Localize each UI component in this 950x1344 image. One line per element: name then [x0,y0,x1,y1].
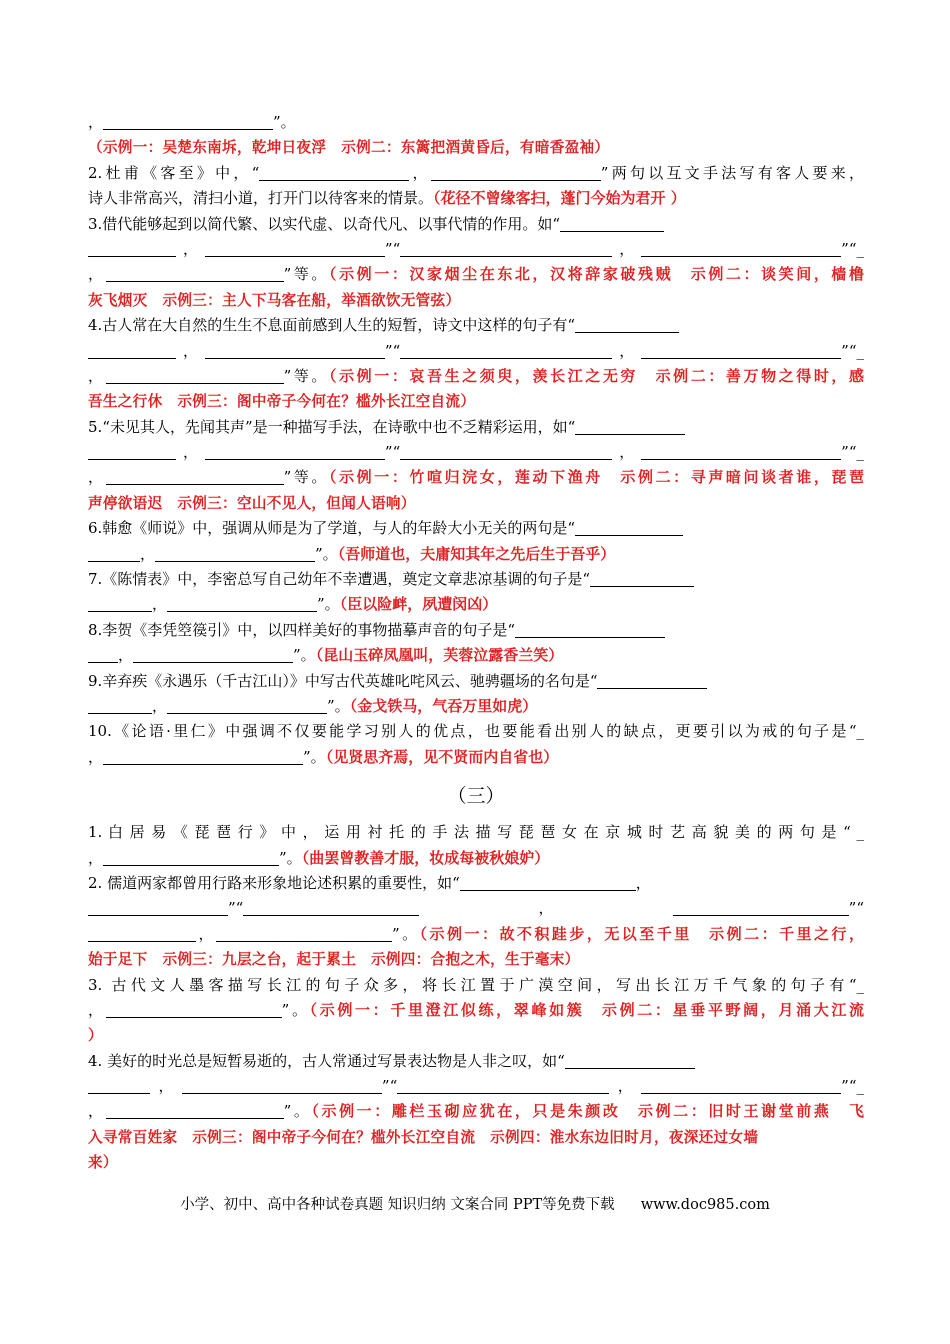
question-text: 7.《陈情表》中，李密总写自己幼年不幸遭遇，奠定文章悲凉基调的句子是“ [88,570,590,589]
question-text: 8.李贺《李凭箜篌引》中，以四样美好的事物描摹声音的句子是“ [88,620,515,639]
answer-text: 入寻常百姓家 示例三：阁中帝子今何在？槛外长江空自流 示例四：淮水东边旧时月，夜深还过女墙 [88,1128,759,1146]
question-text: ”。 [293,646,316,665]
question-text: 3. 古代文人墨客描写长江的句子众多，将长江置于广漠空间，写出长江万千气象的句子有“_ [88,975,864,994]
question-text: ， [152,595,168,614]
answer-text: （昆山玉碎凤凰叫，芙蓉泣露香兰笑） [315,646,564,665]
question-text: ”“ [228,899,244,918]
answer-blank[interactable] [205,239,385,257]
answer-blank[interactable] [565,1051,695,1069]
question-text: ， [88,1102,106,1121]
question-line [88,339,864,364]
footer-text: 小学、初中、高中各种试卷真题 知识归纳 文案合同 PPT等免费下载 [180,1197,615,1213]
answer-blank[interactable] [216,924,392,942]
question-text: ， [612,443,642,462]
answer-text: （示例一：吴楚东南坼，乾坤日夜浮 示例二：东篱把酒黄昏后，有暗香盈袖） [88,139,610,157]
question-text: ， [635,873,651,892]
answer-text: （见贤思齐焉，见不贤而内自省也） [325,747,559,766]
answer-line [88,389,864,414]
answer-text: 声停欲语迟 示例三：空山不见人，但闻人语响） [88,494,416,512]
question-text: ”等。 [283,468,330,487]
answer-blank[interactable] [515,620,665,638]
question-text: ”。 [315,544,338,563]
document-body [88,110,864,1176]
question-text: ”“_ [841,341,864,360]
answer-blank[interactable] [88,544,140,562]
question-text: ”“_ [841,443,864,462]
answer-blank[interactable] [88,341,176,359]
question-text: ， [176,443,205,462]
question-line [88,973,864,998]
answer-text: 灰飞烟灭 示例三：主人下马客在船，举酒欲饮无管弦） [88,291,461,309]
answer-text: （示例一：雕栏玉砌应犹在，只是朱颜改 示例二：旧时王谢堂前燕 飞 [311,1102,864,1121]
question-line [88,313,864,338]
answer-blank[interactable] [400,442,612,460]
answer-blank[interactable] [88,594,152,612]
question-text: ”“_ [841,239,864,258]
question-text: 诗人非常高兴，清扫小道，打开门以待客来的情景。 [88,189,434,208]
question-text: ， [609,1077,642,1096]
answer-blank[interactable] [88,898,228,916]
question-text: 2.杜甫《客至》中，“ [88,163,260,182]
question-text: ”。 [391,924,420,943]
question-line [88,745,864,770]
question-line [88,516,864,541]
answer-blank[interactable] [400,239,612,257]
question-text: ， [88,1000,106,1019]
answer-line [88,1150,864,1175]
footer-url: www.doc985.com [640,1197,770,1213]
question-line [88,694,864,719]
answer-blank[interactable] [106,264,284,282]
question-line [88,542,864,567]
question-line [88,440,864,465]
answer-blank[interactable] [575,315,679,333]
question-text: 10.《论语·里仁》中强调不仅要能学习别人的优点，也要能看出别人的缺点，更要引以为戒的句子是“_ [88,722,864,741]
answer-blank[interactable] [243,898,419,916]
answer-line [88,947,864,972]
answer-text: （吾师道也，夫庸知其年之先后生于吾乎） [337,544,616,563]
answer-line [88,491,864,516]
question-line [88,871,864,896]
answer-text: （示例一：哀吾生之须臾，羡长江之无穷 示例二：善万物之得时，感 [329,366,864,385]
question-line [88,415,864,440]
question-text: 4. 美好的时光总是短暂易逝的，古人常通过写景表达物是人非之叹，如“ [88,1051,565,1070]
question-text: ”“_ [841,1077,864,1096]
answer-blank[interactable] [106,366,284,384]
question-line [88,364,864,389]
question-text: ”。 [327,696,350,715]
question-text: ， [612,239,642,258]
question-text: ， [140,544,156,563]
answer-text: （金戈铁马，气吞万里如虎） [349,696,538,715]
question-text: ”。 [281,1000,310,1019]
question-text: 3.借代能够起到以简代繁、以实代虚、以奇代凡、以事代情的作用。如“ [88,214,560,233]
answer-text: （示例一：故不积跬步，无以至千里 示例二：千里之行， [419,924,864,943]
answer-text: 来） [88,1154,118,1172]
answer-blank[interactable] [597,671,707,689]
answer-text: 吾生之行休 示例三：阁中帝子今何在？槛外长江空自流） [88,393,476,411]
answer-blank[interactable] [88,239,176,257]
answer-text: 始于足下 示例三：九层之台，起于累土 示例四：合抱之木，生于毫末） [88,951,580,969]
question-text: 6.韩愈《师说》中，强调从师是为了学道，与人的年龄大小无关的两句是“ [88,519,575,538]
question-text: ， [118,646,134,665]
question-line [88,669,864,694]
answer-blank[interactable] [106,467,284,485]
answer-blank[interactable] [103,112,273,130]
answer-blank[interactable] [400,341,612,359]
question-line [88,846,864,871]
answer-text: （示例一：竹喧归浣女，莲动下渔舟 示例二：寻声暗问谈者谁，琵琶 [329,468,864,487]
answer-text: （臣以险衅，夙遭闵凶） [339,595,498,614]
answer-text: （曲罢曾教善才服，妆成每被秋娘妒） [301,848,550,867]
question-line [88,1049,864,1074]
answer-text: ） [88,1027,103,1045]
question-text: ”。 [273,113,296,131]
question-line [88,896,864,921]
answer-blank[interactable] [182,1076,382,1094]
question-text: ， [176,341,205,360]
answer-blank[interactable] [560,214,664,232]
question-text: ”“ [384,443,401,462]
answer-blank[interactable] [133,645,293,663]
question-line [88,618,864,643]
question-line [88,567,864,592]
page-footer [0,1193,950,1214]
question-text: ， [88,113,104,131]
question-line [88,719,864,744]
question-line [88,262,864,287]
answer-text: （示例一：千里澄江似练，翠峰如簇 示例二：星垂平野阔，月涌大江流 [309,1000,864,1019]
answer-blank[interactable] [205,341,385,359]
answer-blank[interactable] [641,1076,841,1094]
answer-blank[interactable] [259,163,409,181]
answer-text: （花径不曾缘客扫，蓬门今始为君开 ） [433,189,686,208]
question-text: ， [152,696,168,715]
question-text: ”。 [283,1102,312,1121]
question-line [88,186,864,211]
answer-blank[interactable] [88,1076,150,1094]
answer-blank[interactable] [205,442,385,460]
answer-blank[interactable] [88,924,196,942]
question-line [88,212,864,237]
question-text: ”“ [384,239,401,258]
answer-line [88,1023,864,1048]
question-text: 5.“未见其人，先闻其声”是一种描写手法，在诗歌中也不乏精彩运用，如“ [88,417,576,436]
question-line [88,465,864,490]
question-line [88,922,864,947]
question-line [88,820,864,845]
question-text: 4.古人常在大自然的生生不息面前感到人生的短暂，诗文中这样的句子有“ [88,316,575,335]
answer-blank[interactable] [641,341,841,359]
question-text: ， [419,899,673,918]
question-line [88,161,864,186]
question-text: ， [196,924,216,943]
question-line [88,592,864,617]
answer-blank[interactable] [641,442,841,460]
question-text: ”两句以互文手法写有客人要来， [600,163,864,182]
question-text: ”“ [384,341,401,360]
question-text: ， [88,848,104,867]
question-text: ， [612,341,642,360]
question-text: 1. 白 居 易 《 琵 琶 行 》 中 ， 运 用 衬 托 的 手 法 描 写 琵 琶 女 在 京 城 时 艺 高 貌 美 的 两 句 是 “ _ [88,823,864,842]
question-text: ”。 [303,747,326,766]
answer-text: （示例一：汉家烟尘在东北，汉将辞家破残贼 示例二：谈笑间，樯橹 [329,265,864,284]
answer-blank[interactable] [673,898,849,916]
question-text: ”“ [381,1077,398,1096]
answer-blank[interactable] [460,873,636,891]
answer-blank[interactable] [167,696,327,714]
answer-blank[interactable] [167,594,317,612]
question-line [88,110,864,135]
answer-blank[interactable] [103,848,279,866]
question-line [88,237,864,262]
question-text: ”。 [279,848,302,867]
answer-blank[interactable] [397,1076,609,1094]
answer-blank[interactable] [590,569,694,587]
question-text: ”等。 [283,265,330,284]
question-text: ， [88,468,106,487]
question-text: ， [409,163,431,182]
answer-line [88,1125,864,1150]
answer-blank[interactable] [575,417,685,435]
question-text: 9.辛弃疾《永遇乐（千古江山）》中写古代英雄叱咤风云、驰骋疆场的名句是“ [88,671,598,690]
answer-blank[interactable] [103,747,303,765]
answer-blank[interactable] [88,442,176,460]
question-text: ”。 [317,595,340,614]
answer-blank[interactable] [155,544,315,562]
question-text: ， [176,239,205,258]
answer-blank[interactable] [88,645,118,663]
answer-line [88,288,864,313]
question-line [88,998,864,1023]
question-text: ”等。 [283,366,330,385]
question-text: ， [88,265,106,284]
question-text: ”“ [848,899,864,918]
answer-blank[interactable] [575,518,683,536]
answer-blank[interactable] [641,239,841,257]
question-text: 2. 儒道两家都曾用行路来形象地论述积累的重要性，如“ [88,873,460,892]
section-title: （三） [447,785,505,808]
question-line [88,643,864,668]
answer-line [88,135,864,160]
question-line [88,1099,864,1124]
answer-blank[interactable] [106,1000,282,1018]
answer-blank[interactable] [106,1101,284,1119]
answer-blank[interactable] [88,696,152,714]
question-text: ， [88,366,106,385]
answer-blank[interactable] [431,163,601,181]
question-text: ， [150,1077,182,1096]
question-text: ， [88,747,104,766]
question-line [88,1074,864,1099]
